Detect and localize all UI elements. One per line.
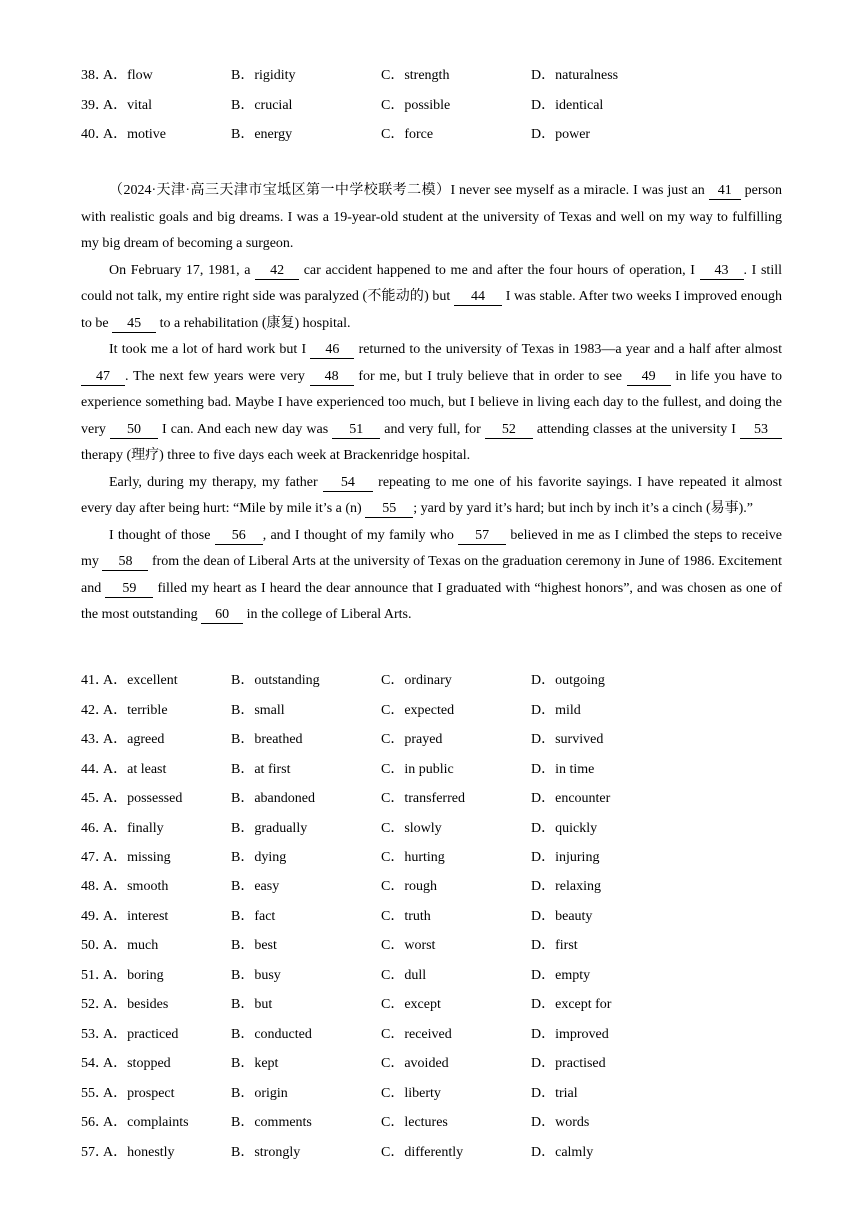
blank-53: 53: [740, 422, 782, 439]
question-number: 48．: [81, 879, 109, 894]
blank-44: 44: [454, 289, 502, 306]
question-number: 46．: [81, 821, 109, 836]
blank-52: 52: [485, 422, 533, 439]
passage-paragraph-1: [81, 178, 782, 258]
option-b: B．crucial: [231, 98, 293, 113]
question-number: 50．: [81, 938, 109, 953]
option-d: D．survived: [531, 732, 604, 747]
option-c: C．slowly: [381, 821, 442, 836]
option-a: A．honestly: [103, 1145, 175, 1160]
option-a: A．interest: [103, 909, 169, 924]
passage-text: therapy (理疗) three to five days each week at Brackenridge hospital.: [81, 448, 471, 463]
option-a: A．at least: [103, 762, 167, 777]
passage-text: for me, but I truly believe that in order to see: [353, 368, 627, 384]
blank-46: 46: [310, 342, 354, 359]
question-number: 45．: [81, 791, 109, 806]
option-b: B．busy: [231, 968, 281, 983]
option-d: D．in time: [531, 762, 595, 777]
blank-57: 57: [458, 528, 506, 545]
option-b: B．but: [231, 997, 273, 1012]
option-b: B．dying: [231, 850, 287, 865]
blank-45: 45: [112, 316, 156, 333]
option-c: C．expected: [381, 703, 455, 718]
passage-paragraph-3: [81, 337, 782, 470]
option-b: B．easy: [231, 879, 280, 894]
question-number: 42．: [81, 703, 109, 718]
option-a: A．motive: [103, 127, 166, 142]
blank-43: 43: [700, 263, 744, 280]
option-a: A．flow: [103, 68, 153, 83]
passage-text: person with realistic goals and big dreams. I was a 19-year-old student at the university of Texas and well on my way to fulfilling my big dream of becoming a surgeon.: [81, 183, 782, 251]
option-d: D．beauty: [531, 909, 593, 924]
passage-text: . The next few years were very: [125, 368, 310, 384]
question-number: 39．: [81, 98, 109, 113]
passage-text: On February 17, 1981, a: [109, 262, 256, 278]
option-d: D．empty: [531, 968, 591, 983]
option-b: B．energy: [231, 127, 293, 142]
blank-58: 58: [102, 554, 148, 571]
option-d: D．trial: [531, 1086, 578, 1101]
option-c: C．prayed: [381, 732, 443, 747]
option-c: C．dull: [381, 968, 427, 983]
option-d: D．injuring: [531, 850, 600, 865]
option-b: B．comments: [231, 1115, 312, 1130]
blank-55: 55: [365, 501, 413, 518]
option-a: A．smooth: [103, 879, 169, 894]
option-c: C．ordinary: [381, 673, 452, 688]
question-number: 44．: [81, 762, 109, 777]
passage-text: ; yard by yard it’s hard; but inch by inch it’s a cinch (易事).”: [413, 501, 753, 516]
option-b: B．gradually: [231, 821, 308, 836]
option-c: C．differently: [381, 1145, 464, 1160]
option-c: C．hurting: [381, 850, 445, 865]
blank-50: 50: [110, 422, 158, 439]
blank-41: 41: [709, 183, 741, 200]
option-c: C．lectures: [381, 1115, 448, 1130]
question-number: 51．: [81, 968, 109, 983]
option-a: A．prospect: [103, 1086, 175, 1101]
blank-60: 60: [201, 607, 243, 624]
passage-paragraph-5: [81, 523, 782, 629]
passage-text: , and I thought of my family who: [262, 527, 459, 543]
option-d: D．identical: [531, 98, 604, 113]
question-number: 52．: [81, 997, 109, 1012]
option-c: C．possible: [381, 98, 451, 113]
question-number: 57．: [81, 1145, 109, 1160]
passage-text: believed in me as I climbed the steps to receive my: [81, 527, 782, 569]
option-a: A．terrible: [103, 703, 168, 718]
passage-text: repeating to me one of his favorite sayings. I have repeated it almost every day after being hurt: “Mile by mile it’s a (n): [81, 474, 783, 516]
option-c: C．received: [381, 1027, 452, 1042]
passage-text: . I still could not talk, my entire right side was paralyzed (不能动的) but: [81, 262, 782, 304]
question-number: 54．: [81, 1056, 109, 1071]
option-a: A．possessed: [103, 791, 183, 806]
option-a: A．finally: [103, 821, 164, 836]
question-number: 49．: [81, 909, 109, 924]
option-d: D．quickly: [531, 821, 598, 836]
option-d: D．except for: [531, 997, 612, 1012]
passage-text: filled my heart as I heard the dear announce that I graduated with “highest honors”, and was chosen as one of the most outstanding: [81, 580, 782, 622]
passage-text: from the dean of Liberal Arts at the university of Texas on the graduation ceremony in June of 1986. Excitement and: [81, 554, 783, 596]
source-label: （2024·天津·高三天津市宝坻区第一中学校联考二模）: [109, 183, 451, 198]
option-a: A．complaints: [103, 1115, 189, 1130]
option-d: D．first: [531, 938, 578, 953]
option-b: B．strongly: [231, 1145, 301, 1160]
option-a: A．much: [103, 938, 159, 953]
blank-49: 49: [627, 369, 671, 386]
passage-text: in the college of Liberal Arts.: [243, 607, 412, 622]
passage-text: and very full, for: [380, 421, 485, 437]
option-c: C．in public: [381, 762, 454, 777]
option-c: C．transferred: [381, 791, 465, 806]
blank-47: 47: [81, 369, 125, 386]
option-a: A．practiced: [103, 1027, 179, 1042]
option-b: B．breathed: [231, 732, 303, 747]
option-b: B．small: [231, 703, 285, 718]
option-c: C．liberty: [381, 1086, 441, 1101]
option-d: D．outgoing: [531, 673, 605, 688]
passage-text: I was stable. After two weeks I improved enough to be: [81, 289, 783, 331]
option-d: D．relaxing: [531, 879, 601, 894]
question-number: 41．: [81, 673, 109, 688]
option-b: B．best: [231, 938, 277, 953]
option-a: A．stopped: [103, 1056, 171, 1071]
option-d: D．encounter: [531, 791, 611, 806]
question-number: 53．: [81, 1027, 109, 1042]
option-d: D．words: [531, 1115, 590, 1130]
passage-text: I never see myself as a miracle. I was just an: [450, 183, 709, 198]
option-a: A．vital: [103, 98, 152, 113]
option-b: B．kept: [231, 1056, 279, 1071]
question-number: 40．: [81, 127, 109, 142]
option-d: D．mild: [531, 703, 581, 718]
option-b: B．conducted: [231, 1027, 312, 1042]
option-c: C．truth: [381, 909, 431, 924]
option-b: B．rigidity: [231, 68, 296, 83]
question-number: 55．: [81, 1086, 109, 1101]
blank-54: 54: [323, 475, 373, 492]
blank-42: 42: [255, 263, 299, 280]
option-b: B．at first: [231, 762, 291, 777]
blank-56: 56: [215, 528, 263, 545]
option-c: C．worst: [381, 938, 436, 953]
blank-59: 59: [105, 581, 153, 598]
passage-text: It took me a lot of hard work but I: [109, 342, 311, 357]
option-d: D．practised: [531, 1056, 606, 1071]
option-d: D．calmly: [531, 1145, 594, 1160]
blank-48: 48: [310, 369, 354, 386]
option-c: C．avoided: [381, 1056, 449, 1071]
option-d: D．naturalness: [531, 68, 619, 83]
option-a: A．excellent: [103, 673, 178, 688]
passage-paragraph-4: [81, 470, 782, 523]
option-c: C．strength: [381, 68, 450, 83]
question-number: 47．: [81, 850, 109, 865]
option-c: C．force: [381, 127, 434, 142]
option-d: D．power: [531, 127, 591, 142]
option-b: B．abandoned: [231, 791, 315, 806]
question-number: 38．: [81, 68, 109, 83]
question-number: 43．: [81, 732, 109, 747]
option-c: C．except: [381, 997, 441, 1012]
passage-text: in life you have to experience something bad. Maybe I have experienced too much, but I believe in living each day to the fullest, and doing the very: [81, 368, 782, 437]
option-b: B．outstanding: [231, 673, 320, 688]
option-a: A．missing: [103, 850, 171, 865]
passage-text: returned to the university of Texas in 1983—a year and a half after almost: [354, 342, 782, 357]
passage-text: attending classes at the university I: [532, 421, 741, 437]
passage-text: Early, during my therapy, my father: [109, 474, 323, 490]
cloze-passage: [81, 178, 782, 629]
question-number: 56．: [81, 1115, 109, 1130]
passage-paragraph-2: [81, 258, 782, 338]
passage-text: I thought of those: [109, 527, 215, 543]
passage-text: car accident happened to me and after the four hours of operation, I: [299, 262, 700, 278]
option-c: C．rough: [381, 879, 437, 894]
option-b: B．fact: [231, 909, 276, 924]
option-b: B．origin: [231, 1086, 288, 1101]
passage-text: I can. And each new day was: [157, 421, 333, 437]
passage-text: to a rehabilitation (康复) hospital.: [156, 315, 351, 331]
option-a: A．besides: [103, 997, 169, 1012]
option-a: A．boring: [103, 968, 164, 983]
blank-51: 51: [332, 422, 380, 439]
option-d: D．improved: [531, 1027, 609, 1042]
option-a: A．agreed: [103, 732, 165, 747]
